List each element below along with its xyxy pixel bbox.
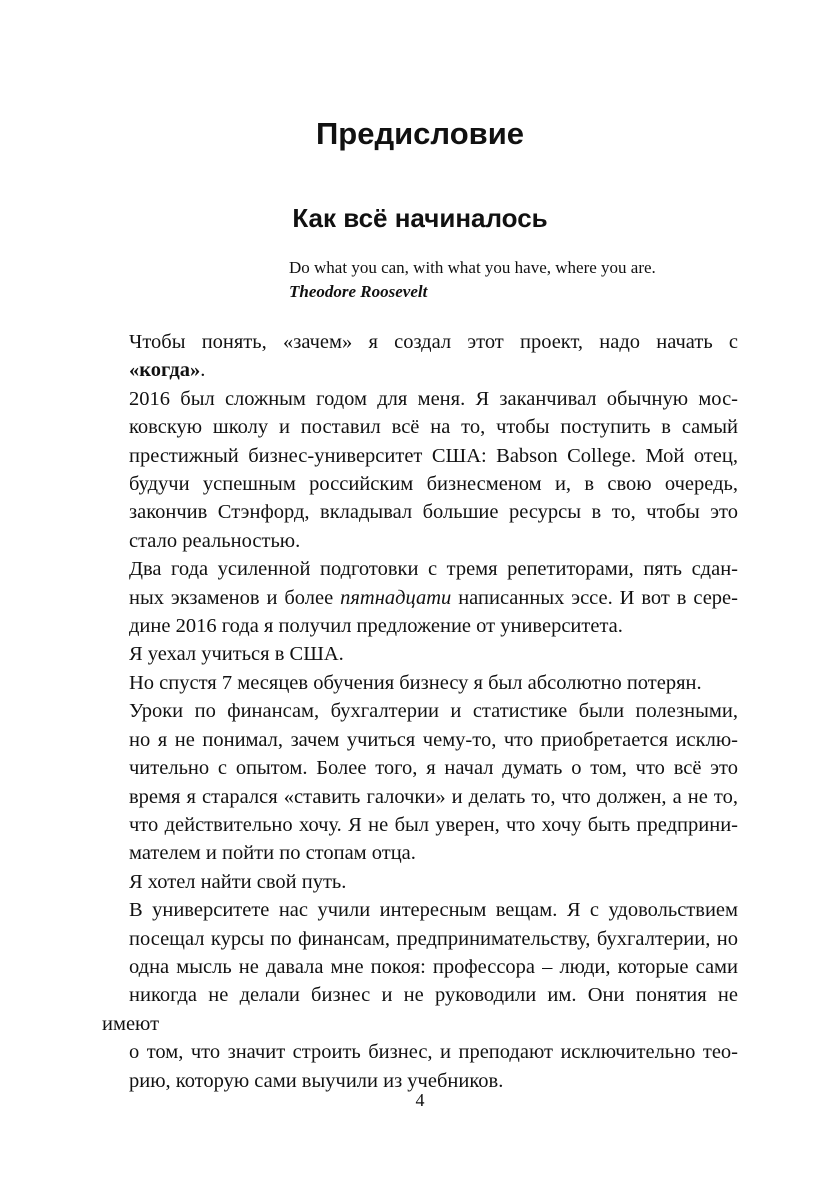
- text-line: стало реальностью.: [129, 529, 301, 552]
- paragraph-8: [102, 896, 738, 1095]
- text-line: ковскую школу и поставил всё на то, чтобы поступить в самый: [129, 416, 738, 439]
- paragraph-5: [102, 669, 738, 697]
- paragraph-3: [102, 555, 738, 640]
- page-number: 4: [415, 1090, 425, 1110]
- text-line: но я не понимал, зачем учиться чему-то, что приобретается исклю-: [129, 728, 738, 751]
- text-line: Уроки по финансам, бухгалтерии и статистике были полезными,: [129, 700, 738, 723]
- epigraph-author: Theodore Roosevelt: [289, 282, 428, 301]
- text-line: закончив Стэнфорд, вкладывал большие ресурсы в то, чтобы это: [129, 501, 738, 524]
- text-line: что действительно хочу. Я не был уверен, что хочу быть предприни-: [129, 813, 738, 836]
- epigraph-quote: Do what you can, with what you have, where you are.: [289, 258, 656, 277]
- text-line: рию, которую сами выучили из учебников.: [129, 1069, 504, 1092]
- paragraph-1: [102, 328, 738, 385]
- text-line: престижный бизнес-университет США: Babson College. Мой отец,: [129, 444, 738, 467]
- emphasis-bold: «когда»: [129, 359, 201, 382]
- text-line: дине 2016 года я получил предложение от университета.: [129, 615, 623, 638]
- chapter-title: Предисловие: [315, 116, 524, 151]
- text-line: Я хотел найти свой путь.: [129, 870, 347, 893]
- text-line: В университете нас учили интересным вещам. Я с удовольствием: [129, 899, 738, 922]
- text-line: чительно с опытом. Более того, я начал думать о том, что всё это: [129, 757, 738, 780]
- epigraph: [289, 256, 749, 304]
- paragraph-7: [102, 868, 738, 896]
- paragraph-2: [102, 385, 738, 555]
- body-text: [102, 328, 738, 1095]
- text-line: Чтобы понять, «зачем» я создал этот проект, надо начать с: [129, 331, 738, 353]
- text-line: будучи успешным российским бизнесменом и, в свою очередь,: [129, 473, 738, 496]
- text-line: мателем и пойти по стопам отца.: [129, 842, 416, 865]
- text-line: 2016 был сложным годом для меня. Я заканчивал обычную мос-: [129, 387, 738, 410]
- section-title: Как всё начиналось: [292, 203, 548, 233]
- text-line: «когда».: [129, 359, 206, 382]
- emphasis-italic: пятнадцати: [340, 586, 452, 609]
- text-line: время я старался «ставить галочки» и делать то, что должен, а не то,: [129, 785, 738, 808]
- text-line: Я уехал учиться в США.: [129, 643, 344, 666]
- paragraph-4: [102, 640, 738, 668]
- text-line: Два года усиленной подготовки с тремя репетиторами, пять сдан-: [129, 558, 738, 581]
- paragraph-6: [102, 697, 738, 867]
- text-line: посещал курсы по финансам, предпринимательству, бухгалтерии, но: [129, 927, 738, 950]
- text-line: ных экзаменов и более пятнадцати написанных эссе. И вот в сере-: [129, 586, 738, 609]
- text-line: никогда не делали бизнес и не руководили им. Они понятия не имеют: [102, 984, 738, 1035]
- text-line: одна мысль не давала мне покоя: профессора – люди, которые сами: [129, 955, 738, 978]
- text-line: Но спустя 7 месяцев обучения бизнесу я был абсолютно потерян.: [129, 671, 702, 694]
- text-line: о том, что значит строить бизнес, и преподают исключительно тео-: [129, 1041, 738, 1064]
